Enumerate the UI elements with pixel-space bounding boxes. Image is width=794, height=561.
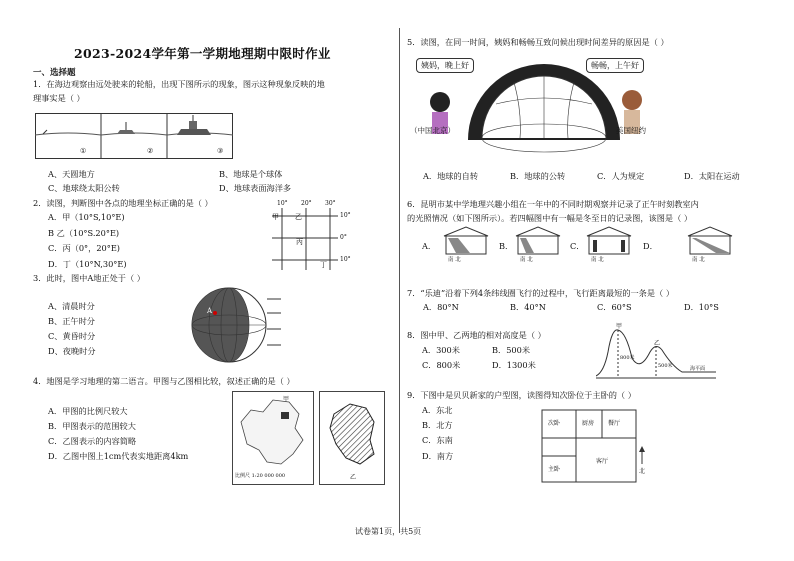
profile-height-800: 800米: [620, 355, 635, 361]
grid-top-20: 20°: [301, 200, 312, 207]
q1-option-b: B、地球是个球体: [219, 169, 283, 179]
profile-height-500: 500米: [658, 363, 673, 369]
map-china-figure: [232, 391, 314, 485]
section-heading: 一、选择题: [33, 68, 76, 78]
q4-stem: 4．地图是学习地理的第二语言。甲图与乙图相比较，叙述正确的是（ ）: [33, 376, 295, 386]
day-night-figure: [410, 52, 666, 162]
globe-figure: [185, 285, 285, 367]
q8-option-b: B．500米: [492, 345, 531, 355]
room-c-label: 南 北: [591, 257, 604, 263]
q2-stem: 2．读图，判断图中各点的地理坐标正确的是（ ）: [33, 198, 213, 208]
column-divider: [399, 28, 400, 533]
map-scale-note: 比例尺 1:20 000 000: [235, 473, 286, 479]
q3-option-c: C、黄昏时分: [48, 331, 96, 341]
room-c-figure: [585, 226, 633, 264]
panel-label-1: ①: [80, 147, 87, 155]
map-yi-label: 乙: [350, 474, 357, 481]
q6-option-b: B．: [499, 241, 514, 251]
q3-option-d: D、夜晚时分: [48, 346, 96, 356]
q9-option-b: B．北方: [422, 420, 453, 430]
north-arrow-label: 北: [639, 468, 646, 475]
q6-option-d: D．: [643, 241, 658, 251]
q1-option-d: D、地球表面海洋多: [219, 183, 292, 193]
q6-option-c: C．: [570, 241, 585, 251]
room-d-label: 南 北: [692, 257, 705, 263]
q5-option-b: B．地球的公转: [510, 171, 566, 181]
q9-option-d: D．南方: [422, 451, 454, 461]
page-title: 2023-2024学年第一学期地理期中限时作业: [74, 46, 331, 61]
q9-option-c: C．东南: [422, 435, 453, 445]
grid-right-0: 0°: [340, 234, 347, 241]
room-b-figure: [514, 226, 562, 264]
q1-stem-line1: 1．在海边观察由远处驶来的轮船，出现下图所示的现象，图示这种现象反映的地: [33, 79, 325, 89]
room-zhuwo: 主卧: [548, 466, 561, 473]
q9-option-a: A．东北: [422, 405, 453, 415]
coordinate-grid-figure: [262, 200, 354, 272]
q8-stem: 8．图中甲、乙两地的相对高度是（ ）: [407, 330, 546, 340]
grid-right-10s: 10°: [340, 256, 351, 263]
label-newyork: 美国纽约: [616, 126, 646, 135]
bubble-right: 畅畅，上午好: [586, 58, 644, 73]
label-beijing: （中国北京）: [410, 126, 455, 135]
q2-option-c: C．丙（0°，20°E): [48, 243, 121, 253]
q4-option-a: A．甲图的比例尺较大: [48, 406, 128, 416]
q4-option-c: C．乙图表示的内容简略: [48, 436, 137, 446]
map-jia-label: 甲: [283, 396, 290, 403]
grid-top-10: 10°: [277, 200, 288, 207]
q5-option-a: A．地球的自转: [423, 171, 479, 181]
point-yi: 乙: [295, 213, 302, 221]
page-footer: 试卷第1页，共5页: [355, 527, 422, 536]
point-jia: 甲: [272, 213, 279, 221]
room-ciwo: 次卧: [548, 420, 561, 427]
room-dining: 餐厅: [608, 420, 621, 427]
room-a-label: 南 北: [448, 257, 461, 263]
q6-stem-line2: 的光照情况（如下图所示）。若四幅图中有一幅是冬至日的记录图，该图是（ ）: [407, 213, 693, 223]
panel-label-3: ③: [217, 147, 224, 155]
q2-option-a: A．甲（10°S,10°E): [48, 212, 125, 222]
q6-stem-line1: 6．昆明市某中学地理兴趣小组在一年中的不同时期观察并记录了正午时刻教室内: [407, 199, 699, 209]
q4-option-b: B．甲图表示的范围较大: [48, 421, 136, 431]
globe-point-a: A: [207, 307, 213, 315]
q7-option-d: D．10°S: [684, 302, 719, 312]
profile-jia: 甲: [616, 323, 623, 330]
q8-option-c: C．800米: [422, 360, 461, 370]
q4-option-d: D．乙图中图上1cm代表实地距离4km: [48, 451, 189, 461]
q7-stem: 7．“乐迪”沿着下列4条纬线圈飞行的过程中，飞行距离最短的一条是（ ）: [407, 288, 675, 298]
room-a-figure: [442, 226, 490, 264]
profile-yi: 乙: [654, 340, 661, 347]
q1-option-c: C、地球绕太阳公转: [48, 183, 120, 193]
bubble-left: 姨妈，晚上好: [416, 58, 474, 73]
profile-sea-level: 海平面: [690, 366, 706, 372]
floor-plan-figure: [540, 408, 648, 484]
grid-top-30: 30°: [325, 200, 336, 207]
q2-option-d: D．丁（10°N,30°E): [48, 259, 127, 269]
grid-right-10n: 10°: [340, 212, 351, 219]
room-d-figure: [686, 226, 734, 264]
q8-option-a: A．300米: [422, 345, 460, 355]
room-kitchen: 厨房: [582, 420, 595, 427]
room-living: 客厅: [596, 458, 609, 465]
q7-option-c: C．60°S: [597, 302, 632, 312]
point-ding: 丁: [320, 261, 327, 269]
q3-stem: 3．此时，图中A地正处于（ ）: [33, 273, 145, 283]
q7-option-b: B．40°N: [510, 302, 546, 312]
q5-option-c: C．人为规定: [597, 171, 645, 181]
q9-stem: 9．下图中是贝贝新家的户型图，读图得知次卧位于主卧的（ ）: [407, 390, 636, 400]
q7-option-a: A．80°N: [423, 302, 459, 312]
q5-stem: 5．读图，在同一时间，姨妈和畅畅互致问候出现时间差异的原因是（ ）: [407, 37, 669, 47]
point-bing: 丙: [296, 238, 303, 246]
q5-option-d: D．太阳在运动: [684, 171, 740, 181]
map-beijing-figure: [319, 391, 385, 485]
q3-option-a: A、清晨时分: [48, 301, 95, 311]
q2-option-b: B 乙（10°S.20°E): [48, 228, 120, 238]
q6-option-a: A．: [422, 241, 437, 251]
ship-horizon-figure: [35, 113, 233, 159]
q1-option-a: A、天圆地方: [48, 169, 95, 179]
q1-stem-line2: 理事实是（ ）: [33, 93, 85, 103]
elevation-profile-figure: [596, 322, 716, 382]
room-b-label: 南 北: [520, 257, 533, 263]
panel-label-2: ②: [147, 147, 154, 155]
q3-option-b: B、正午时分: [48, 316, 95, 326]
q8-option-d: D．1300米: [492, 360, 536, 370]
